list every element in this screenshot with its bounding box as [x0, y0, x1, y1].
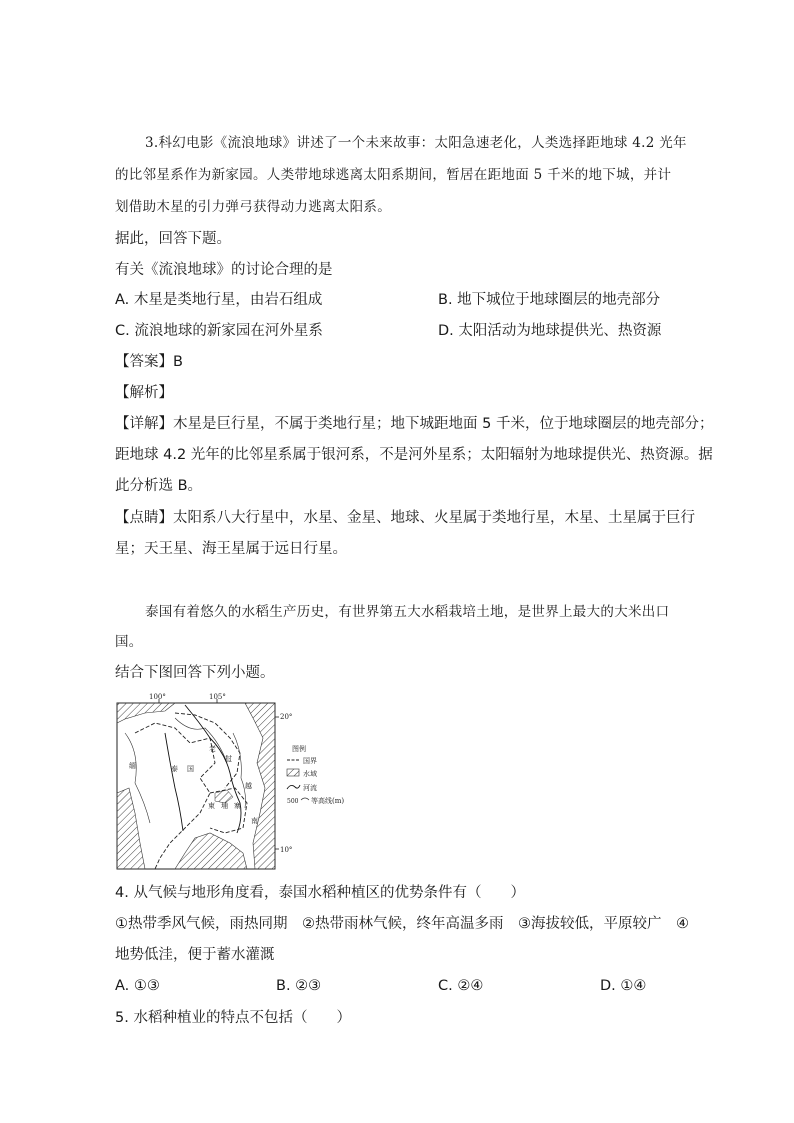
legend-water: 水域	[303, 770, 317, 778]
water-gulf	[175, 833, 247, 869]
q4-option-a: A. ①③	[115, 978, 160, 994]
q3-option-c: C. 流浪地球的新家园在河外星系	[115, 323, 323, 339]
q4-choices-line-2: 地势低洼，便于蓄水灌溉	[115, 947, 275, 963]
q5-stem: 5. 水稻种植业的特点不包括（ ）	[115, 1010, 351, 1026]
legend-water-symbol	[287, 769, 299, 776]
label-lao: 老	[209, 745, 216, 753]
label-jian: 柬	[208, 802, 215, 810]
water-west-sea	[117, 788, 145, 869]
legend-contour-symbol	[301, 798, 309, 800]
q3-tip-line-1: 【点睛】太阳系八大行星中，水星、金星、地球、火星属于类地行星，木星、土星属于巨行	[115, 510, 695, 526]
label-wo: 挝	[225, 755, 232, 763]
label-guo: 国	[187, 765, 194, 773]
q3-option-b: B. 地下城位于地球圈层的地壳部分	[438, 292, 661, 308]
q3-tip-line-2: 星；天王星、海王星属于远日行星。	[115, 541, 347, 557]
q4-option-b: B. ②③	[276, 978, 322, 994]
q4-choices-line-1: ①热带季风气候，雨热同期 ②热带雨林气候，终年高温多雨 ③海拔较低，平原较广 ④	[115, 916, 689, 932]
q3-instruction: 据此，回答下题。	[115, 231, 231, 247]
label-nan: 南	[251, 817, 258, 825]
answer-value: B	[173, 354, 183, 370]
q3-detail-line-1: 【详解】木星是巨行星，不属于类地行星；地下城距地面 5 千米，位于地球圈层的地壳部分；	[115, 416, 714, 432]
label-pu: 埔	[221, 802, 228, 810]
legend-river-symbol	[287, 785, 300, 789]
legend-river: 河流	[303, 784, 317, 792]
q3-stem-line-1: 3.科幻电影《流浪地球》讲述了一个未来故事：太阳急速老化，人类选择距地球 4.2 光年	[145, 135, 687, 151]
thailand-map	[115, 693, 365, 873]
q3-option-a: A. 木星是类地行星，由岩石组成	[115, 292, 323, 308]
q4-stem: 4. 从气候与地形角度看，泰国水稻种植区的优势条件有（ ）	[115, 885, 525, 901]
thailand-map-svg	[115, 693, 365, 873]
q3-stem-line-2: 的比邻星系作为新家园。人类带地球逃离太阳系期间，暂居在距地面 5 千米的地下城，并计	[115, 167, 672, 183]
legend-border: 国界	[303, 757, 317, 765]
legend-contour-value: 500	[287, 798, 299, 805]
q3-detail-line-3: 此分析选 B。	[115, 478, 203, 494]
water-north	[117, 703, 175, 723]
river-chao-phraya	[165, 733, 183, 831]
label-mian: 缅	[129, 762, 136, 770]
thailand-intro-line-2: 国。	[115, 634, 143, 650]
lon-label-105: 105°	[209, 693, 226, 701]
contour-3	[233, 733, 246, 808]
label-zhai: 寨	[234, 802, 241, 810]
answer-tag: 【答案】	[115, 354, 173, 370]
q3-question: 有关《流浪地球》的讨论合理的是	[115, 262, 333, 278]
label-yue: 越	[245, 782, 252, 790]
lat-label-10: 10°	[280, 846, 293, 854]
thailand-intro-line-1: 泰国有着悠久的水稻生产历史，有世界第五大水稻栽培土地，是世界上最大的大米出口	[145, 604, 670, 620]
thailand-instruction: 结合下图回答下列小题。	[115, 665, 275, 681]
q4-option-d: D. ①④	[600, 978, 647, 994]
legend-title: 图例	[292, 745, 306, 753]
q3-answer	[115, 352, 183, 372]
legend-contour: 等高线(m)	[311, 797, 345, 805]
q3-detail-line-2: 距地球 4.2 光年的比邻星系属于银河系，不是河外星系；太阳辐射为地球提供光、热资源。据	[115, 447, 713, 463]
label-tai: 泰	[171, 765, 178, 773]
lat-label-20: 20°	[280, 713, 293, 721]
q3-stem-line-3: 划借助木星的引力弹弓获得动力逃离太阳系。	[115, 199, 391, 215]
q3-option-d: D. 太阳活动为地球提供光、热资源	[438, 323, 662, 339]
q3-analysis-tag: 【解析】	[115, 385, 173, 401]
lon-label-100: 100°	[149, 693, 166, 701]
q4-option-c: C. ②④	[438, 978, 484, 994]
border-laos	[175, 713, 240, 788]
